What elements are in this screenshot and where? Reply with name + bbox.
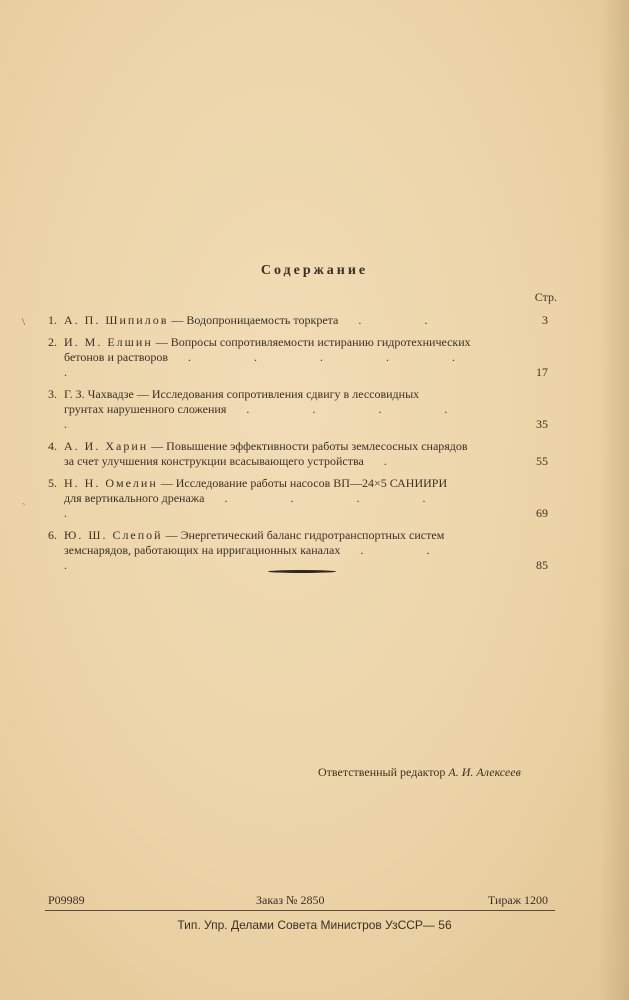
entry-title: — Вопросы сопротивляемости истиранию гидротехнических [152,335,471,349]
order-number: Заказ № 2850 [256,893,325,907]
editor-name: А. И. Алексеев [448,765,521,779]
entry-title-cont: за счет улучшения конструкции всасывающего устройства [64,454,364,468]
pencil-mark: \ [22,316,26,328]
entry-page: 55 [536,454,548,468]
entry-author: Г. З. Чахвадзе [64,387,134,401]
leader-dots: . . . [64,543,460,572]
publication-code: Р09989 [48,893,85,907]
entry-title: — Водопроницаемость торкрета [168,313,339,327]
entry-number: 6. [48,528,57,542]
entry-page: 17 [536,365,548,379]
toc-entry [48,476,548,521]
entry-number: 3. [48,387,57,401]
entry-author: Ю. Ш. Слепой [64,528,163,542]
entry-title-cont: для вертикального дренажа [64,491,205,505]
leader-dots: . . [358,313,458,327]
entry-number: 2. [48,335,57,349]
entry-author: А. П. Шипилов [64,313,169,327]
entry-title: — Исследования сопротивления сдвигу в лессовидных [133,387,420,401]
entry-title-cont: земснарядов, работающих на ирригационных каналах [64,543,341,557]
responsible-editor [318,765,521,780]
entry-title: — Повышение эффективности работы землесосных снарядов [148,439,468,453]
page-column-label: Стр. [534,290,557,304]
entry-title-cont: бетонов и растворов [64,350,169,364]
editor-label: Ответственный редактор [318,765,446,779]
entry-author: Н. Н. Омелин [64,476,158,490]
entry-page: 85 [536,558,548,572]
entry-number: 4. [48,439,57,453]
entry-page: 69 [536,506,548,520]
entry-number: 5. [48,476,57,490]
pencil-mark: ˋ [22,502,26,514]
leader-dots: . . . . . [64,402,478,431]
printer-line: Тип. Упр. Делами Совета Министров УзССР— 56 [177,918,452,932]
contents-title: Содержание [260,263,369,278]
entry-title-cont: грунтах нарушенного сложения [64,402,227,416]
toc-entry [48,387,548,432]
toc-entry [48,439,548,469]
entry-page: 3 [542,313,548,327]
entry-title: — Энергетический баланс гидротранспортных систем [162,528,445,542]
table-of-contents [48,313,548,580]
leader-dots: . . . . . [64,491,456,520]
entry-author: А. И. Харин [64,439,149,453]
ornamental-divider [268,570,336,573]
print-run: Тираж 1200 [487,893,548,907]
page-edge-shadow [599,0,629,1000]
toc-entry [48,528,548,573]
leader-dots: . . . . . . [64,350,486,379]
entry-number: 1. [48,313,57,327]
toc-entry [48,335,548,380]
entry-page: 35 [536,417,548,431]
toc-entry [48,313,548,328]
entry-author: И. М. Елшин [64,335,153,349]
imprint-rule [45,910,555,911]
leader-dots: . [383,454,417,468]
entry-title: — Исследование работы насосов ВП—24×5 САНИИРИ [157,476,448,490]
